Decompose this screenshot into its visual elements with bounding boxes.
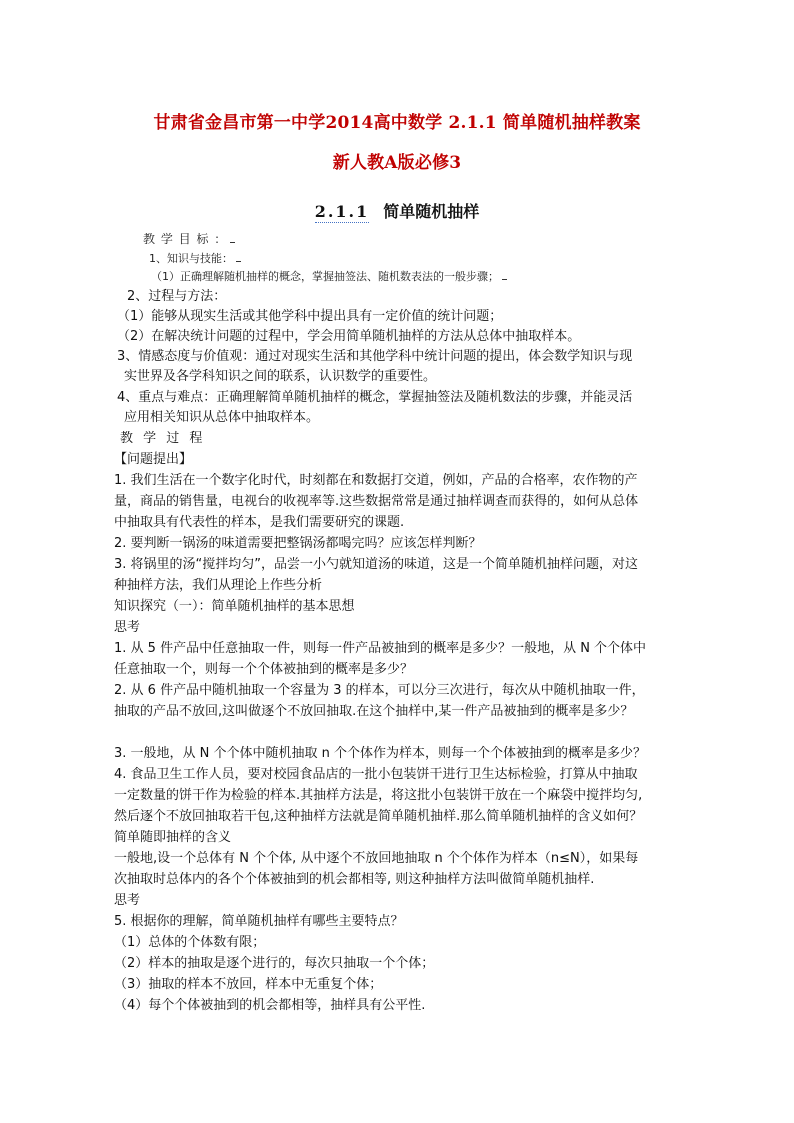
objectives-label: 教 学 目 标 ： — [143, 230, 235, 247]
section-subtitle — [0, 199, 794, 222]
problem-heading: 【问题提出】 — [114, 452, 193, 467]
q2-line1: 2. 要判断一锅汤的味道需要把整锅汤都喝完吗？应该怎样判断？ — [114, 536, 482, 551]
process-heading: 教 学 过 程 — [120, 431, 206, 446]
feature-4: （4）每个个体被抽到的机会都相等，抽样具有公平性. — [114, 998, 426, 1013]
q3-line1: 3. 将锅里的汤“搅拌均匀”，品尝一小勺就知道汤的味道，这是一个简单随机抽样问题，对这 — [114, 557, 639, 572]
feature-3: （3）抽取的样本不放回，样本中无重复个体； — [114, 977, 383, 992]
t5-line1: 5. 根据你的理解，简单随机抽样有哪些主要特点？ — [114, 914, 404, 929]
think-label: 思考 — [114, 620, 141, 635]
process-label: 2、过程与方法： — [127, 289, 227, 304]
attitude-line2: 实世界及各学科知识之间的联系，认识数学的重要性。 — [124, 369, 437, 384]
think-label-2: 思考 — [114, 893, 141, 908]
process-item1: （1）能够从现实生活或其他学科中提出具有一定价值的统计问题； — [117, 309, 503, 324]
q1-line1: 1. 我们生活在一个数字化时代，时刻都在和数据打交道，例如，产品的合格率，农作物的产 — [114, 473, 638, 488]
feature-2: （2）样本的抽取是逐个进行的，每次只抽取一个个体； — [114, 956, 435, 971]
t2-line1: 2. 从 6 件产品中随机抽取一个容量为 3 的样本，可以分三次进行，每次从中随机抽取一件， — [114, 683, 645, 698]
t4-line2: 一定数量的饼干作为检验的样本.其抽样方法是，将这批小包装饼干放在一个麻袋中搅拌均匀, — [114, 788, 643, 803]
t4-line1: 4. 食品卫生工作人员，要对校园食品店的一批小包装饼干进行卫生达标检验，打算从中抽取 — [114, 767, 638, 782]
attitude-line1: 3、情感态度与价值观：通过对现实生活和其他学科中统计问题的提出，体会数学知识与现 — [117, 349, 633, 364]
meaning-heading: 简单随即抽样的含义 — [114, 830, 232, 845]
keypoint-line2: 应用相关知识从总体中抽取样本。 — [124, 410, 320, 425]
q3-line2: 种抽样方法，我们从理论上作些分析 — [114, 578, 323, 593]
t2-line2: 抽取的产品不放回,这叫做逐个不放回抽取.在这个抽样中,某一件产品被抽到的概率是多少？ — [114, 704, 634, 719]
t1-line1: 1. 从 5 件产品中任意抽取一件，则每一件产品被抽到的概率是多少？一般地，从 N 个个体中 — [114, 641, 647, 656]
t4-line3: 然后逐个不放回抽取若干包,这种抽样方法就是简单随机抽样.那么简单随机抽样的含义如何？ — [114, 809, 643, 824]
knowledge-label: 1、知识与技能： — [149, 250, 241, 266]
t1-line2: 任意抽取一个，则每一个个体被抽到的概率是多少？ — [114, 662, 414, 677]
q1-line3: 中抽取具有代表性的样本，是我们需要研究的课题. — [114, 515, 405, 530]
keypoint-line1: 4、重点与难点：正确理解简单随机抽样的概念，掌握抽签法及随机数法的步骤，并能灵活 — [117, 390, 633, 405]
section-number: 2.1.1 — [314, 202, 370, 221]
q1-line2: 量，商品的销售量，电视台的收视率等.这些数据常常是通过抽样调查而获得的，如何从总体 — [114, 494, 639, 509]
t3-line1: 3. 一般地，从 N 个个体中随机抽取 n 个个体作为样本，则每一个个体被抽到的概率是多少？ — [114, 746, 647, 761]
def-line1: 一般地,设一个总体有 N 个个体, 从中逐个不放回地抽取 n 个个体作为样本（n≤N），如果每 — [114, 851, 639, 866]
doc-title-line1: 甘肃省金昌市第一中学2014高中数学 2.1.1 简单随机抽样教案 — [153, 113, 641, 133]
explore-heading: 知识探究（一）：简单随机抽样的基本思想 — [114, 599, 355, 614]
doc-title-line2: 新人教A版必修3 — [332, 153, 462, 173]
process-item2: （2）在解决统计问题的过程中，学会用简单随机抽样的方法从总体中抽取样本。 — [117, 329, 581, 344]
knowledge-item1: （1）正确理解随机抽样的概念，掌握抽签法、随机数表法的一般步骤； — [151, 268, 507, 284]
def-line2: 次抽取时总体内的各个个体被抽到的机会都相等, 则这种抽样方法叫做简单随机抽样. — [114, 872, 595, 887]
feature-1: （1）总体的个体数有限； — [114, 935, 266, 950]
section-name: 简单随机抽样 — [383, 202, 480, 221]
